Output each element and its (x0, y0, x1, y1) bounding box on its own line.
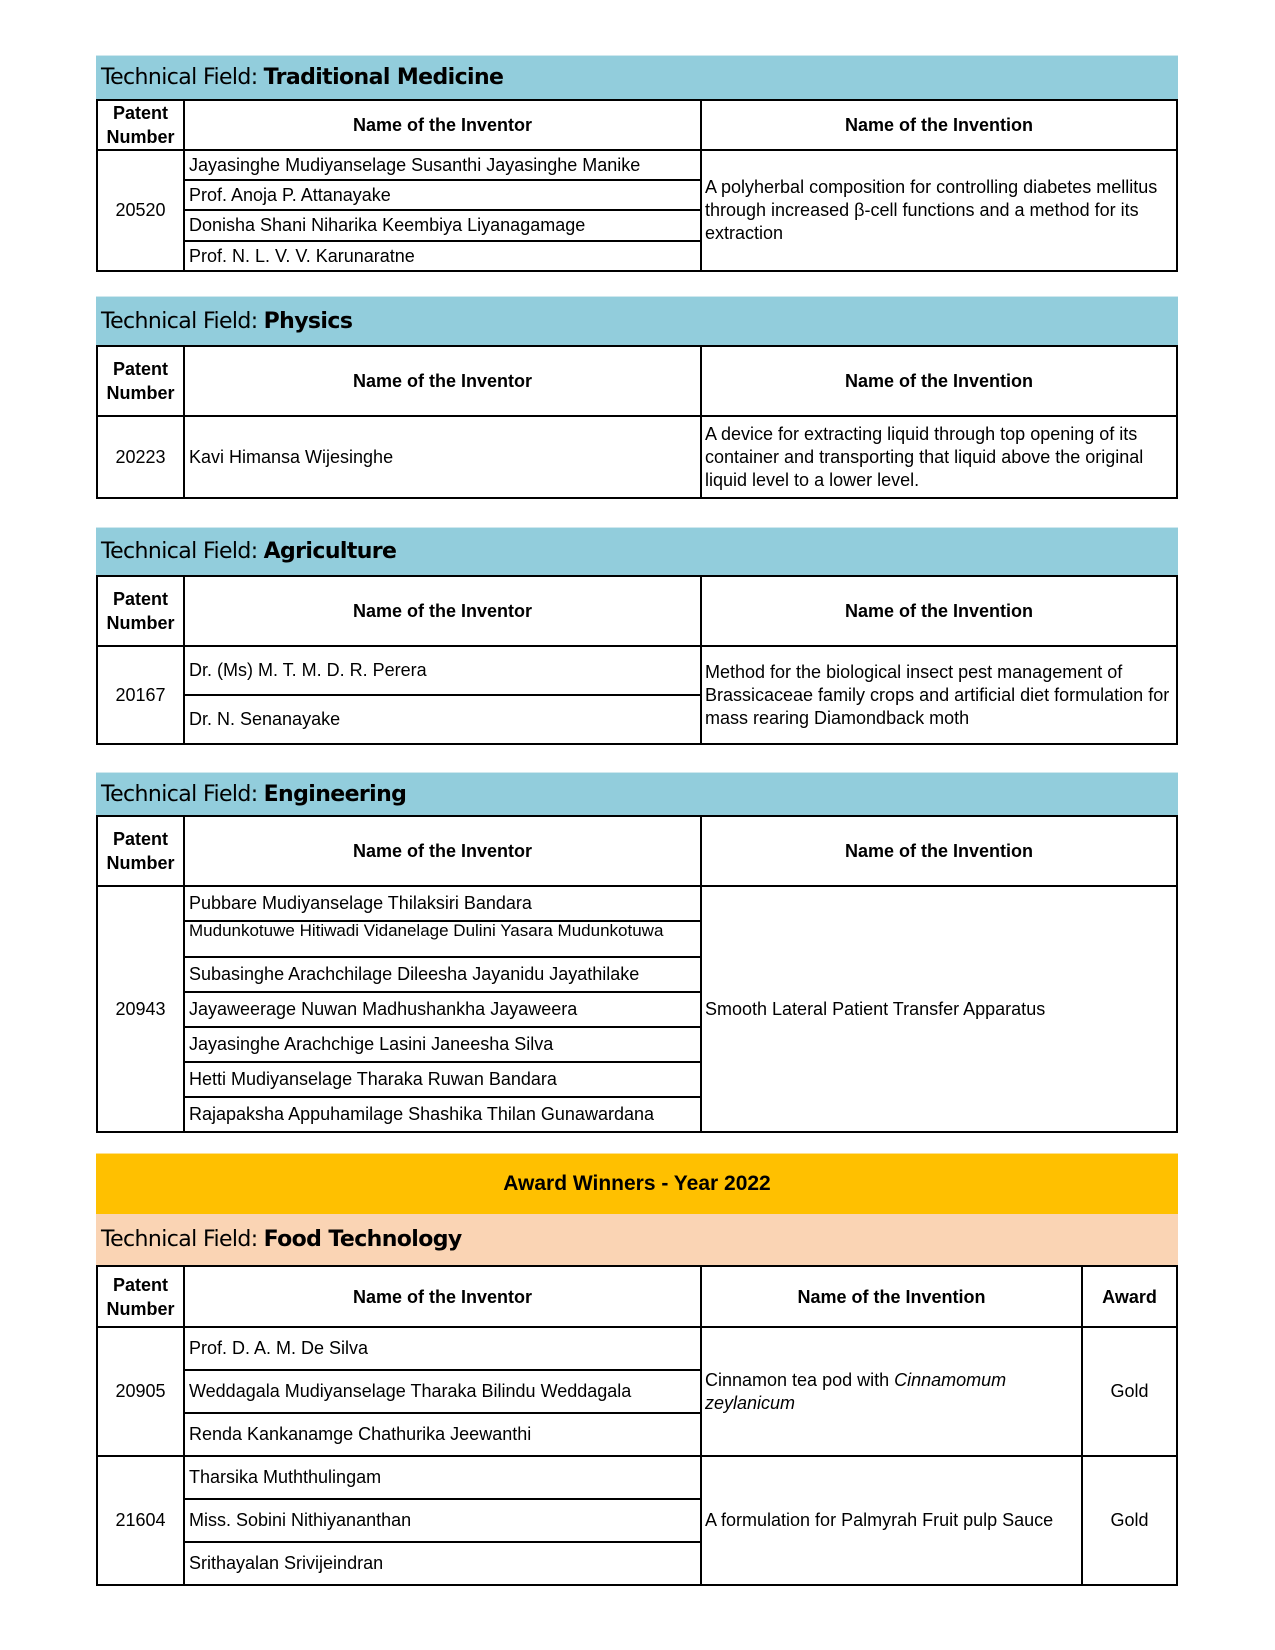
inventor-name: Subasinghe Arachchilage Dileesha Jayanidu Jayathilake (184, 957, 701, 992)
inventor-name: Dr. N. Senanayake (184, 695, 701, 744)
field-title-bar (96, 296, 1178, 345)
patent-number: 20167 (97, 646, 184, 744)
header-inventor: Name of the Inventor (184, 100, 701, 150)
table-header-row (97, 1266, 1177, 1327)
patent-number: 20520 (97, 150, 184, 271)
inventor-name: Pubbare Mudiyanselage Thilaksiri Bandara (184, 886, 701, 921)
header-patent-number: Patent Number (97, 346, 184, 416)
inventor-name: Hetti Mudiyanselage Tharaka Ruwan Bandara (184, 1062, 701, 1097)
patent-table (96, 815, 1178, 1133)
invention-name: A device for extracting liquid through top opening of its container and transporting that liquid above the original liquid level to a lower level. (701, 416, 1177, 498)
field-label: Technical Field: (101, 308, 258, 334)
patent-table (96, 345, 1178, 499)
inventor-name: Jayasinghe Arachchige Lasini Janeesha Silva (184, 1027, 701, 1062)
header-invention: Name of the Invention (701, 100, 1177, 150)
section-award-winners (96, 1153, 1178, 1586)
field-label: Technical Field: (101, 781, 258, 807)
header-inventor: Name of the Inventor (184, 346, 701, 416)
section-traditional-medicine (96, 55, 1178, 272)
inventor-name: Weddagala Mudiyanselage Tharaka Bilindu Weddagala (184, 1370, 701, 1413)
header-invention: Name of the Invention (701, 1266, 1082, 1327)
inventor-name: Donisha Shani Niharika Keembiya Liyanagamage (184, 210, 701, 241)
inventor-name: Srithayalan Srivijeindran (184, 1542, 701, 1585)
header-inventor: Name of the Inventor (184, 576, 701, 646)
header-patent-number: Patent Number (97, 576, 184, 646)
inventor-name: Jayaweerage Nuwan Madhushankha Jayaweera (184, 992, 701, 1027)
header-award: Award (1082, 1266, 1177, 1327)
invention-name: A polyherbal composition for controlling diabetes mellitus through increased β-cell functions and a method for its extraction (701, 150, 1177, 271)
field-title-bar (96, 1214, 1178, 1265)
inventor-name: Dr. (Ms) M. T. M. D. R. Perera (184, 646, 701, 695)
header-patent-number: Patent Number (97, 816, 184, 886)
table-header-row (97, 100, 1177, 150)
field-name: Engineering (263, 781, 407, 807)
header-inventor: Name of the Inventor (184, 816, 701, 886)
invention-text: A formulation for Palmyrah Fruit pulp Sauce (705, 1510, 1054, 1530)
inventor-name: Kavi Himansa Wijesinghe (184, 416, 701, 498)
inventor-name: Tharsika Muththulingam (184, 1456, 701, 1499)
table-header-row (97, 346, 1177, 416)
section-physics (96, 296, 1178, 499)
field-label: Technical Field: (101, 1227, 258, 1252)
field-title-bar (96, 55, 1178, 99)
section-agriculture (96, 527, 1178, 745)
award-winners-title: Award Winners - Year 2022 (96, 1153, 1178, 1214)
award-level: Gold (1082, 1327, 1177, 1456)
table-row (97, 1327, 1177, 1370)
award-level: Gold (1082, 1456, 1177, 1585)
header-inventor: Name of the Inventor (184, 1266, 701, 1327)
inventor-name: Rajapaksha Appuhamilage Shashika Thilan Gunawardana (184, 1097, 701, 1132)
table-row (97, 416, 1177, 498)
patent-table (96, 99, 1178, 272)
patent-table (96, 575, 1178, 745)
patent-number: 20943 (97, 886, 184, 1132)
header-invention: Name of the Invention (701, 576, 1177, 646)
patent-number: 20223 (97, 416, 184, 498)
field-name: Agriculture (263, 539, 397, 564)
inventor-name: Jayasinghe Mudiyanselage Susanthi Jayasinghe Manike (184, 150, 701, 180)
field-name: Food Technology (263, 1227, 462, 1252)
inventor-name: Prof. N. L. V. V. Karunaratne (184, 241, 701, 271)
table-row (97, 150, 1177, 180)
inventor-name: Prof. Anoja P. Attanayake (184, 180, 701, 210)
inventor-name (184, 921, 701, 957)
table-row (97, 646, 1177, 695)
invention-name: Method for the biological insect pest management of Brassicaceae family crops and artificial diet formulation for mass rearing Diamondback moth (701, 646, 1177, 744)
award-patent-table (96, 1265, 1178, 1586)
inventor-name: Prof. D. A. M. De Silva (184, 1327, 701, 1370)
field-label: Technical Field: (101, 65, 258, 90)
field-title-bar (96, 527, 1178, 575)
invention-text: Cinnamon tea pod with (705, 1369, 895, 1390)
table-row (97, 1456, 1177, 1499)
inventor-name: Renda Kankanamge Chathurika Jeewanthi (184, 1413, 701, 1456)
field-title-bar (96, 772, 1178, 815)
invention-species-text: Cinnamomum zeylanicum (705, 1369, 1007, 1413)
field-name: Physics (263, 308, 353, 334)
header-patent-number: Patent Number (97, 100, 184, 150)
invention-name: Smooth Lateral Patient Transfer Apparatus (701, 886, 1177, 1132)
field-name: Traditional Medicine (263, 65, 504, 90)
patent-number: 21604 (97, 1456, 184, 1585)
inventor-name: Miss. Sobini Nithiyananthan (184, 1499, 701, 1542)
invention-name (701, 1327, 1082, 1456)
header-invention: Name of the Invention (701, 346, 1177, 416)
field-label: Technical Field: (101, 539, 258, 564)
patent-number: 20905 (97, 1327, 184, 1456)
table-header-row (97, 576, 1177, 646)
inventor-name-text: Mudunkotuwe Hitiwadi Vidanelage Dulini Yasara Mudunkotuwa (189, 922, 664, 940)
table-header-row (97, 816, 1177, 886)
table-row (97, 886, 1177, 921)
header-invention: Name of the Invention (701, 816, 1177, 886)
header-patent-number: Patent Number (97, 1266, 184, 1327)
section-engineering (96, 772, 1178, 1133)
invention-name (701, 1456, 1082, 1585)
